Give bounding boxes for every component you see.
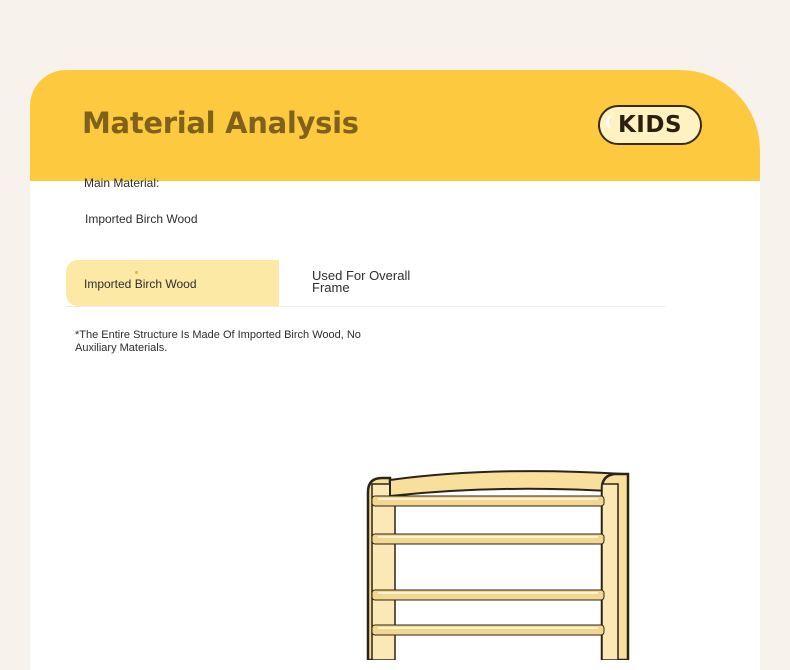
slat-highlight: [378, 536, 598, 538]
material-note: *The Entire Structure Is Made Of Imported Birch Wood, No Auxiliary Materials.: [75, 329, 361, 354]
shelf-slat: [372, 590, 604, 600]
shelf-slat: [372, 534, 604, 544]
page-title: Material Analysis: [82, 106, 359, 140]
shelf-top-rail: [390, 471, 624, 496]
material-cell: [66, 260, 279, 306]
main-material-label: Main Material:: [84, 176, 160, 190]
material-usage: Used For Overall Frame: [312, 268, 411, 295]
dot-icon: [135, 271, 138, 274]
material-row: [66, 260, 665, 307]
header-banner: [30, 70, 760, 181]
badge-label: KIDS: [617, 112, 683, 138]
slat-highlight: [378, 592, 598, 594]
shelf-slat: [372, 625, 604, 635]
birch-shelf-illustration: [332, 398, 642, 660]
main-material-value: Imported Birch Wood: [85, 212, 198, 226]
slat-highlight: [378, 498, 598, 500]
kids-badge: [598, 105, 702, 145]
shelf-right-post-face: [602, 484, 618, 660]
shine-icon: [606, 115, 619, 129]
shelf-slat: [372, 496, 604, 506]
slat-highlight: [378, 627, 598, 629]
material-name: Imported Birch Wood: [84, 277, 197, 291]
